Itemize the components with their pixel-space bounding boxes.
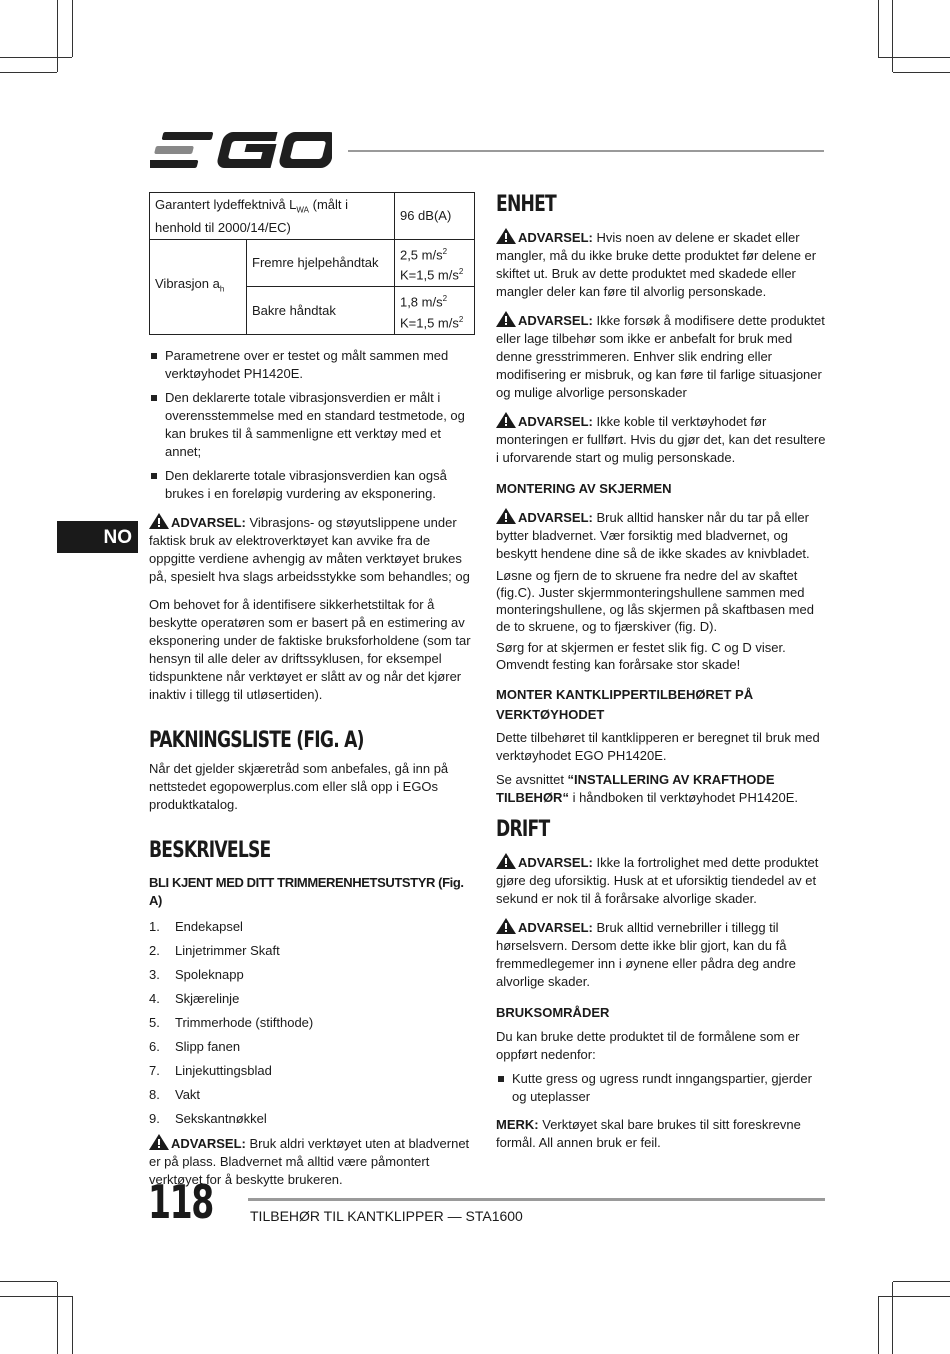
footer-rule [248, 1198, 825, 1201]
part-name: Trimmerhode (stifthode) [175, 1014, 314, 1030]
note-block [496, 1116, 828, 1152]
crop-mark [72, 0, 73, 57]
warning-text: Vibrasjons- og støyutslippene under faktisk bruk av elektroverktøyet kan avvike fra de oppgitte verdiene avhengig av måten verktøyet brukes på, spesielt hva slags arbeidsstykke som behandles; og [149, 514, 470, 584]
list-item [149, 1014, 479, 1038]
language-tab [57, 521, 138, 553]
heading-operation: DRIFT [496, 817, 550, 842]
part-name: Linjekuttingsblad [175, 1062, 272, 1078]
front-handle-label: Fremre hjelpehåndtak [247, 239, 395, 287]
mounting-paragraph: Sørg for at skjermen er festet slik fig. C og D viser. Omvendt festing kan forårsake stor skade! [496, 640, 786, 672]
attach-bold-ref: “INSTALLERING AV KRAFTHODE TILBEHØR“ [496, 772, 775, 805]
crop-mark [892, 1282, 893, 1354]
vibration-label: Vibrasjon a [155, 276, 220, 292]
sound-label-rest: (målt i henhold til 2000/14/EC) [155, 197, 348, 235]
warning-block [496, 508, 828, 563]
front-value-2: K=1,5 m/s [399, 267, 459, 283]
warning-icon [149, 1134, 169, 1150]
areas-paragraph: Du kan bruke dette produktet til de formålene som er oppført nedenfor: [496, 1029, 800, 1062]
crop-mark [878, 1296, 879, 1354]
note-text: Verktøyet skal bare brukes til sitt foreskrevne formål. All annen bruk er feil. [496, 1117, 801, 1150]
warning-label: ADVARSEL: [518, 414, 593, 429]
front-value-1: 2,5 m/s [399, 246, 443, 262]
left-column [149, 192, 479, 1189]
warning-icon [496, 508, 516, 524]
crop-mark [893, 72, 950, 73]
part-number: 8. [149, 1086, 160, 1102]
attach-text: i håndboken til verktøyhodet PH1420E. [568, 790, 799, 805]
sound-value: 96 dB(A) [394, 193, 474, 240]
squared: 2 [458, 266, 464, 276]
crop-mark [0, 72, 57, 73]
list-item [149, 1038, 479, 1062]
crop-mark [893, 1281, 950, 1282]
heading-description: BESKRIVELSE [149, 837, 271, 863]
bullet-item: Den deklarerte totale vibrasjonsverdien kan også brukes i en foreløpig vurdering av eksponering. [149, 467, 479, 503]
crop-mark [0, 1281, 57, 1282]
rear-value-1: 1,8 m/s [399, 294, 443, 310]
part-number: 9. [149, 1110, 160, 1126]
part-number: 4. [149, 990, 160, 1006]
warning-block [496, 412, 828, 467]
warning-label: ADVARSEL: [518, 920, 593, 935]
list-item [149, 1062, 479, 1086]
parts-list [149, 918, 479, 1134]
part-name: Spoleknapp [175, 966, 244, 982]
warning-icon [496, 228, 516, 244]
mounting-paragraph: Løsne og fjern de to skruene fra nedre del av skaftet (fig.C). Juster skjermmonteringshullene sammen med monteringshullene, og lås skjermen på skaftbasen med de to skruene, og to fjærskiver (fig. D). [496, 568, 814, 634]
list-item [149, 966, 479, 990]
warning-block [496, 311, 828, 402]
heading-mounting-guard: MONTERING AV SKJERMEN [496, 481, 672, 496]
warning-icon [496, 311, 516, 327]
part-number: 2. [149, 942, 160, 958]
sound-sub: WA [296, 205, 309, 215]
crop-mark [57, 0, 58, 72]
crop-mark [892, 0, 893, 72]
part-number: 3. [149, 966, 160, 982]
crop-mark [0, 1296, 72, 1297]
attach-paragraph: Dette tilbehøret til kantklipperen er beregnet til bruk med verktøyhodet EGO PH1420E. [496, 730, 820, 763]
part-name: Endekapsel [175, 918, 243, 934]
warning-text: Ikke la fortrolighet med dette produktet gjøre deg uforsiktig. Husk at et uforsiktig tiendedel av et sekund er nok til å forårsake alvorlige skader. [496, 855, 819, 906]
heading-unit: ENHET [496, 192, 556, 217]
warning-text: Ikke koble til verktøyhodet før monteringen er fullført. Hvis du gjør det, kan det resultere i uforvarende start og mulig personskade. [496, 414, 826, 465]
warning-block [496, 853, 828, 908]
warning-label: ADVARSEL: [518, 313, 593, 328]
warning-block [496, 228, 828, 301]
part-number: 1. [149, 918, 160, 934]
heading-application-areas: BRUKSOMRÅDER [496, 1005, 610, 1020]
right-column [496, 192, 828, 1152]
ego-logo [150, 130, 332, 170]
warning-block [149, 513, 479, 586]
warning-label: ADVARSEL: [171, 514, 246, 530]
warning-label: ADVARSEL: [518, 510, 593, 525]
warning-text: Bruk aldri verktøyet uten at bladvernet er på plass. Bladvernet må alltid være påmontert verktøyet for å beskytte brukeren. [149, 1135, 470, 1187]
bullet-item: Parametrene over er testet og målt sammen med verktøyhodet PH1420E. [149, 347, 479, 383]
warning-block [496, 918, 828, 991]
warning-icon [496, 918, 516, 934]
list-item [149, 942, 479, 966]
part-number: 5. [149, 1014, 160, 1030]
crop-mark [72, 1296, 73, 1354]
part-name: Slipp fanen [175, 1038, 241, 1054]
bullet-item: Kutte gress og ugress rundt inngangspartier, gjerder og uteplasser [496, 1070, 828, 1106]
crop-mark [57, 1282, 58, 1354]
warning-label: ADVARSEL: [171, 1135, 246, 1151]
crop-mark [878, 57, 950, 58]
list-item [149, 918, 479, 942]
heading-packing-list: PAKNINGSLISTE (FIG. A) [149, 727, 364, 753]
warning-icon [496, 853, 516, 869]
rear-value-2: K=1,5 m/s [399, 314, 459, 330]
list-item [149, 1110, 479, 1134]
squared: 2 [458, 314, 464, 324]
attach-text: Se avsnittet [496, 772, 568, 787]
vibration-sub: h [219, 285, 225, 295]
bullet-item: Den deklarerte totale vibrasjonsverdien er målt i overensstemmelse med en standard testmetode, og kan brukes til å sammenligne ett verktøy med et annet; [149, 389, 479, 461]
warning-text: Hvis noen av delene er skadet eller mangler, må du ikke bruke dette produktet før delene er skiftet ut. Bruk av dette produktet med skadede eller mangler deler kan føre til alvorlig personskade. [496, 230, 817, 299]
part-name: Linjetrimmer Skaft [175, 942, 280, 958]
warning-icon [496, 412, 516, 428]
crop-mark [878, 0, 879, 57]
warning-text: Ikke forsøk å modifisere dette produktet eller lage tilbehør som ikke er anbefalt for bruk med denne gresstrimmeren. Enhver slik endring eller modifisering er misbruk, og kan føre til farlige situasjoner og mulige alvorlige personskader [496, 313, 825, 400]
part-name: Vakt [175, 1086, 201, 1102]
squared: 2 [442, 246, 448, 256]
crop-mark [0, 57, 72, 58]
page-number: 118 [148, 1175, 213, 1229]
spec-table [149, 192, 475, 335]
note-label: MERK: [496, 1117, 539, 1132]
part-name: Sekskantnøkkel [175, 1110, 267, 1126]
warning-text: Bruk alltid hansker når du tar på eller bytter bladvernet. Vær forsiktig med bladvernet, og beskytt hendene dine så de ikke skades av knivbladet. [496, 510, 810, 561]
heading-know-your-tool: BLI KJENT MED DITT TRIMMERENHETSUTSTYR (Fig. A) [149, 874, 464, 908]
header-rule [348, 150, 824, 152]
part-name: Skjærelinje [175, 990, 240, 1006]
list-item [149, 990, 479, 1014]
list-item [149, 1086, 479, 1110]
packing-text: Når det gjelder skjæretråd som anbefales, gå inn på nettstedet egopowerplus.com eller slå opp i EGOs produktkatalog. [149, 760, 449, 812]
warning-icon [149, 513, 169, 529]
attach-paragraph [496, 771, 828, 807]
warning-label: ADVARSEL: [518, 855, 593, 870]
warning-text: Bruk alltid vernebriller i tillegg til hørselsvern. Dersom dette ikke blir gjort, kan du få fremmedlegemer inn i øynene eller pådra deg andre alvorlige skader. [496, 920, 796, 989]
heading-attach-edger: MONTER KANTKLIPPERTILBEHØRET PÅ VERKTØYHODET [496, 687, 754, 722]
squared: 2 [442, 294, 448, 304]
sound-label: Garantert lydeffektnivå L [155, 197, 297, 212]
exposure-paragraph: Om behovet for å identifisere sikkerhetstiltak for å beskytte operatøren som er basert på en estimering av eksponering under de faktiske bruksforholdene (som tar hensyn til alle deler av driftssyklusen, for eksempel tidspunktene når verktøyet er slått av og når det kjører inaktiv i tillegg til utløsertiden). [149, 596, 471, 702]
warning-label: ADVARSEL: [518, 230, 593, 245]
part-number: 6. [149, 1038, 160, 1054]
rear-handle-label: Bakre håndtak [247, 287, 395, 335]
language-tab-label: NO [103, 527, 132, 548]
footer-title: TILBEHØR TIL KANTKLIPPER — STA1600 [250, 1208, 523, 1224]
crop-mark [878, 1296, 950, 1297]
part-number: 7. [149, 1062, 160, 1078]
